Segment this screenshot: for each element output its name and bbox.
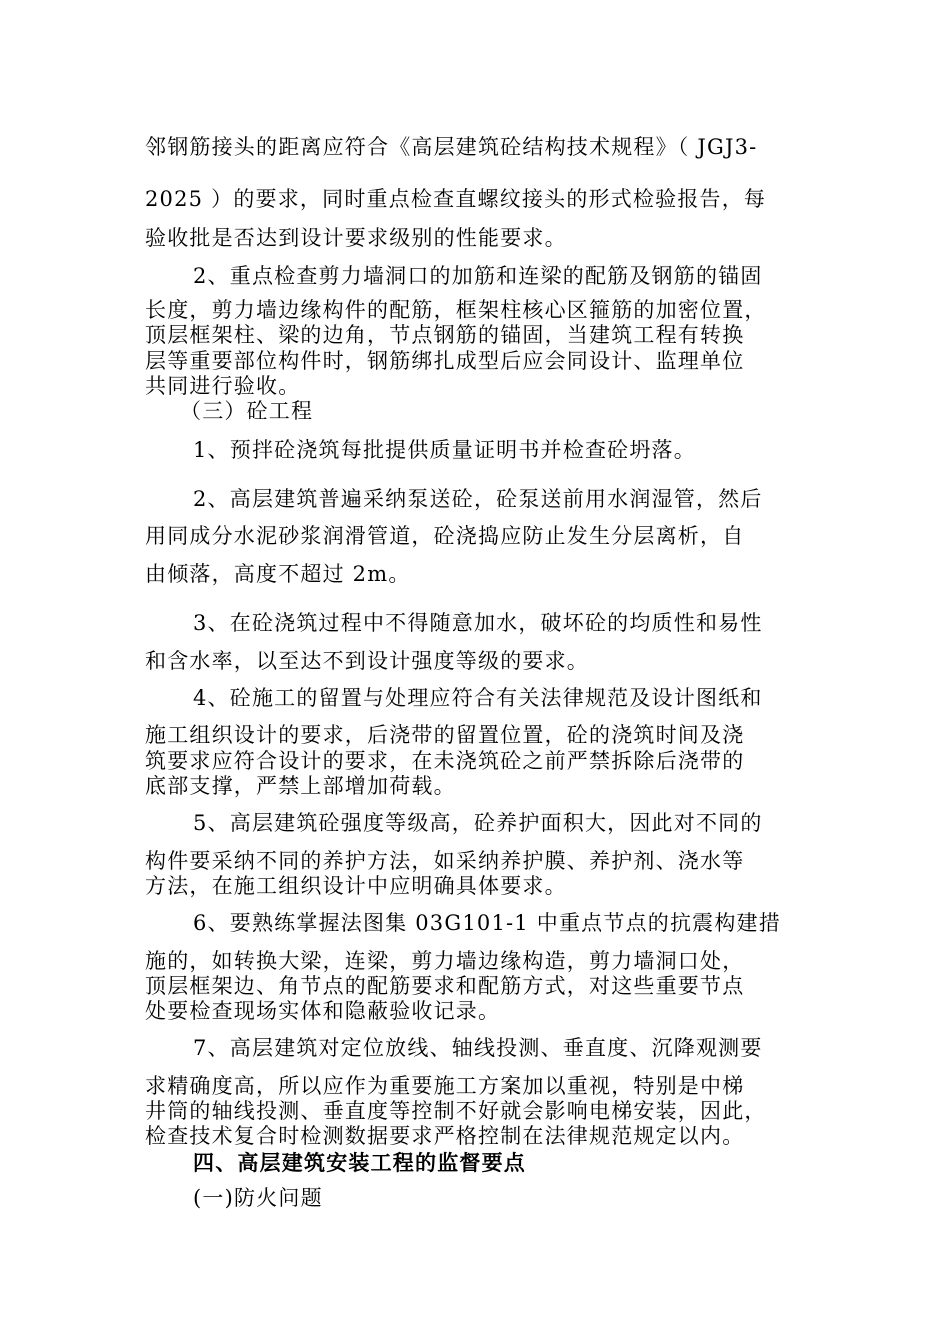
text-line: 顶层框架柱、梁的边角，节点钢筋的锚固，当建筑工程有转换 bbox=[145, 323, 745, 347]
subsection-heading: (一)防火问题 bbox=[193, 1186, 323, 1210]
paragraph-start: 1、预拌砼浇筑每批提供质量证明书并检查砼坍落。 bbox=[193, 438, 696, 462]
chapter-heading: 四、高层建筑安装工程的监督要点 bbox=[193, 1150, 526, 1175]
text-line: 层等重要部位构件时，钢筋绑扎成型后应会同设计、监理单位 bbox=[145, 349, 745, 373]
text-line: 和含水率，以至达不到设计强度等级的要求。 bbox=[145, 649, 589, 673]
text-line: 筑要求应符合设计的要求，在未浇筑砼之前严禁拆除后浇带的 bbox=[145, 749, 745, 773]
text-line: 施的，如转换大梁，连梁，剪力墙边缘构造，剪力墙洞口处， bbox=[145, 949, 745, 973]
paragraph-start: 5、高层建筑砼强度等级高，砼养护面积大，因此对不同的 bbox=[193, 811, 763, 835]
text-line: 处要检查现场实体和隐蔽验收记录。 bbox=[145, 999, 501, 1023]
text-line: 方法，在施工组织设计中应明确具体要求。 bbox=[145, 874, 567, 898]
text-line: 2025 ）的要求，同时重点检查直螺纹接头的形式检验报告，每 bbox=[145, 187, 767, 211]
text-line: 由倾落，高度不超过 2m。 bbox=[145, 562, 411, 586]
paragraph-start: 6、要熟练掌握法图集 03G101-1 中重点节点的抗震构建措 bbox=[193, 911, 781, 935]
section-heading: （三）砼工程 bbox=[180, 399, 314, 423]
text-line: 邻钢筋接头的距离应符合《高层建筑砼结构技术规程》（ JGJ3- bbox=[145, 135, 758, 159]
text-line: 求精确度高，所以应作为重要施工方案加以重视，特别是中梯 bbox=[145, 1074, 745, 1098]
paragraph-start: 7、高层建筑对定位放线、轴线投测、垂直度、沉降观测要 bbox=[193, 1036, 763, 1060]
text-line: 施工组织设计的要求，后浇带的留置位置，砼的浇筑时间及浇 bbox=[145, 723, 745, 747]
text-line: 验收批是否达到设计要求级别的性能要求。 bbox=[145, 226, 567, 250]
paragraph-start: 4、砼施工的留置与处理应符合有关法律规范及设计图纸和 bbox=[193, 686, 763, 710]
text-line: 长度，剪力墙边缘构件的配筋，框架柱核心区箍筋的加密位置， bbox=[145, 298, 767, 322]
paragraph-start: 2、高层建筑普遍采纳泵送砼，砼泵送前用水润湿管，然后 bbox=[193, 487, 763, 511]
paragraph-start: 2、重点检查剪力墙洞口的加筋和连梁的配筋及钢筋的锚固 bbox=[193, 264, 763, 288]
paragraph-start: 3、在砼浇筑过程中不得随意加水，破坏砼的均质性和易性 bbox=[193, 611, 763, 635]
text-line: 检查技术复合时检测数据要求严格控制在法律规范规定以内。 bbox=[145, 1124, 745, 1148]
text-line: 底部支撑，严禁上部增加荷载。 bbox=[145, 774, 456, 798]
text-line: 构件要采纳不同的养护方法，如采纳养护膜、养护剂、浇水等 bbox=[145, 849, 745, 873]
text-line: 顶层框架边、角节点的配筋要求和配筋方式，对这些重要节点 bbox=[145, 974, 745, 998]
text-line: 共同进行验收。 bbox=[145, 374, 301, 398]
text-line: 井筒的轴线投测、垂直度等控制不好就会影响电梯安装，因此， bbox=[145, 1099, 767, 1123]
text-line: 用同成分水泥砂浆润滑管道，砼浇捣应防止发生分层离析，自 bbox=[145, 524, 745, 548]
